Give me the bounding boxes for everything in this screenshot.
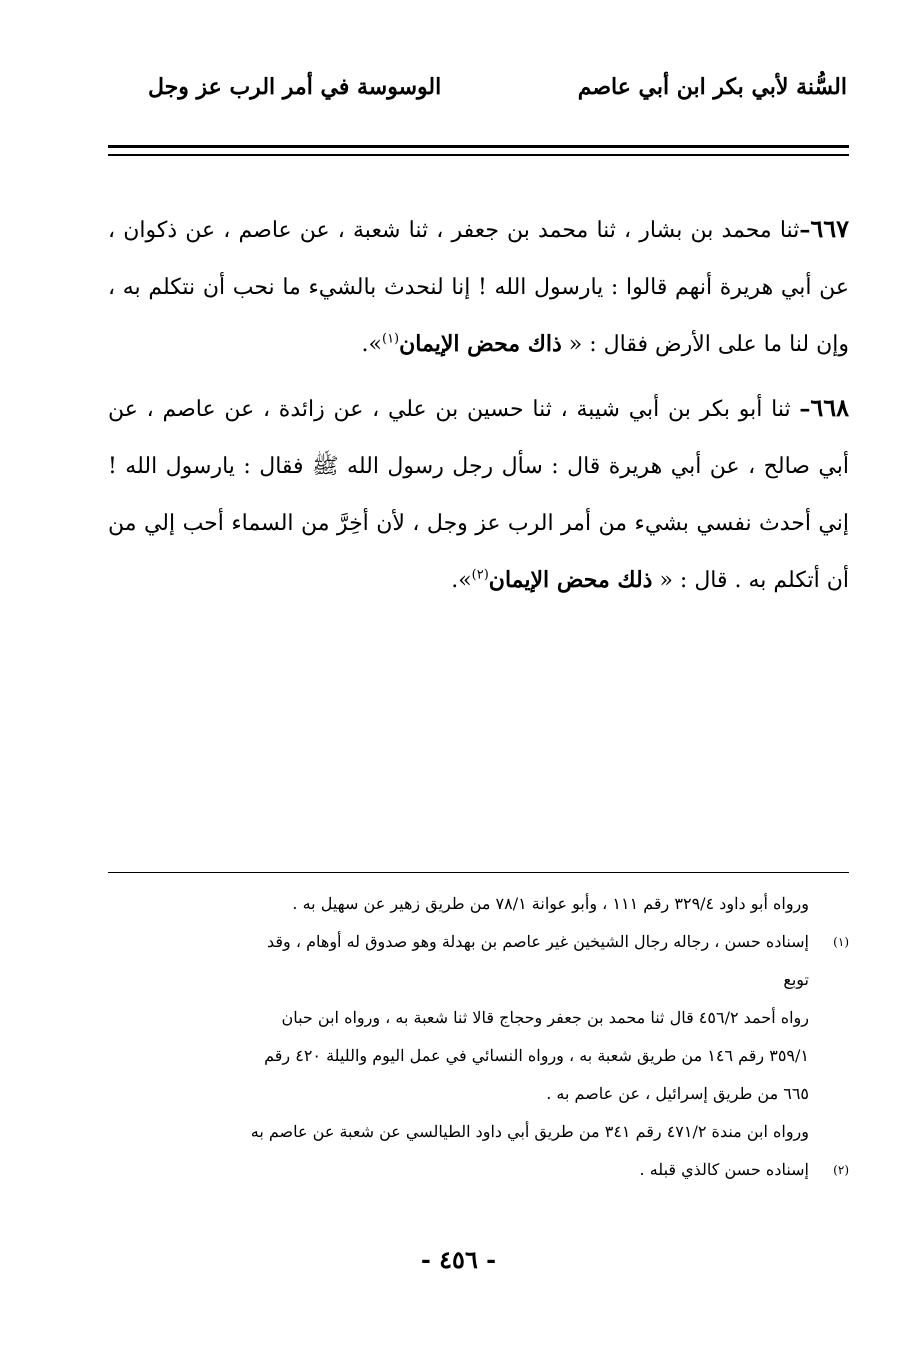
- hadith-668: [108, 379, 849, 609]
- book-title: السُّنة لأبي بكر ابن أبي عاصم: [577, 74, 847, 100]
- closing-quote: ».: [451, 568, 472, 593]
- header-rule-thick: [108, 145, 849, 148]
- chapter-title: الوسوسة في أمر الرب عز وجل: [148, 74, 442, 100]
- hadith-conclusion: ذلك محض الإيمان: [488, 567, 653, 593]
- hadith-conclusion: ذاك محض الإيمان: [399, 331, 562, 357]
- footnote-text: ٦٦٥ من طريق إسرائيل ، عن عاصم به .: [546, 1084, 809, 1103]
- footnote-separator: [108, 872, 849, 873]
- footnotes: [108, 885, 849, 1189]
- footnote-line: [108, 1151, 849, 1189]
- dash: –: [799, 217, 811, 243]
- hadith-text: ثنا أبو بكر بن أبي شيبة ، ثنا حسين بن علي ، عن زائدة ، عن عاصم ، عن أبي صالح ، عن أبي هريرة قال : سأل رجل رسول الله ﷺ فقال : يارسول الله ! إني أحدث نفسي بشيء من أمر الرب عز وجل ، لأن أخِرَّ من السماء أحب إلي من أن أتكلم به . قال : «: [108, 397, 849, 593]
- footnote-line: [108, 885, 849, 923]
- closing-quote: ».: [361, 332, 382, 357]
- hadith-number: ٦٦٧: [810, 214, 849, 243]
- main-text: [108, 200, 849, 609]
- footnote-ref: (١): [381, 331, 400, 347]
- header-rule-thin: [108, 154, 849, 156]
- running-header: [108, 74, 847, 114]
- footnote-line: [108, 999, 849, 1037]
- footnote-mark: (١): [833, 935, 849, 949]
- footnote-ref: (٢): [471, 567, 489, 583]
- hadith-number: ٦٦٨: [810, 393, 849, 422]
- footnote-text: إسناده حسن ، رجاله رجال الشيخين غير عاصم بن بهدلة وهو صدوق له أوهام ، وقد: [266, 932, 809, 951]
- dash: –: [799, 396, 811, 422]
- footnote-line: [108, 923, 849, 961]
- hadith-667: [108, 200, 849, 373]
- footnote-text: إسناده حسن كالذي قبله .: [639, 1160, 809, 1179]
- footnote-line: [108, 1113, 849, 1151]
- footnote-text: ٣٥٩/١ رقم ١٤٦ من طريق شعبة به ، ورواه النسائي في عمل اليوم والليلة ٤٢٠ رقم: [264, 1046, 809, 1065]
- footnote-line: [108, 1075, 849, 1113]
- footnote-line: [108, 1037, 849, 1075]
- footnote-text: ورواه ابن مندة ٤٧١/٢ رقم ٣٤١ من طريق أبي داود الطيالسي عن شعبة عن عاصم به: [250, 1122, 809, 1141]
- footnote-text: توبع: [783, 970, 809, 989]
- hadith-text: ثنا محمد بن بشار ، ثنا محمد بن جعفر ، ثنا شعبة ، عن عاصم ، عن ذكوان ، عن أبي هريرة أنهم قالوا : يارسول الله ! إنا لنحدث بالشيء ما نحب أن نتكلم به ، وإن لنا ما على الأرض فقال : «: [108, 218, 849, 357]
- footnote-mark: (٢): [833, 1163, 849, 1177]
- footnote-text: ورواه أبو داود ٣٢٩/٤ رقم ١١١ ، وأبو عوانة ٧٨/١ من طريق زهير عن سهيل به .: [292, 894, 809, 913]
- page-number: - ٤٥٦ -: [420, 1245, 497, 1274]
- footnote-text: رواه أحمد ٤٥٦/٢ قال ثنا محمد بن جعفر وحجاج قالا ثنا شعبة به ، ورواه ابن حبان: [281, 1008, 809, 1027]
- footnote-line: [108, 961, 849, 999]
